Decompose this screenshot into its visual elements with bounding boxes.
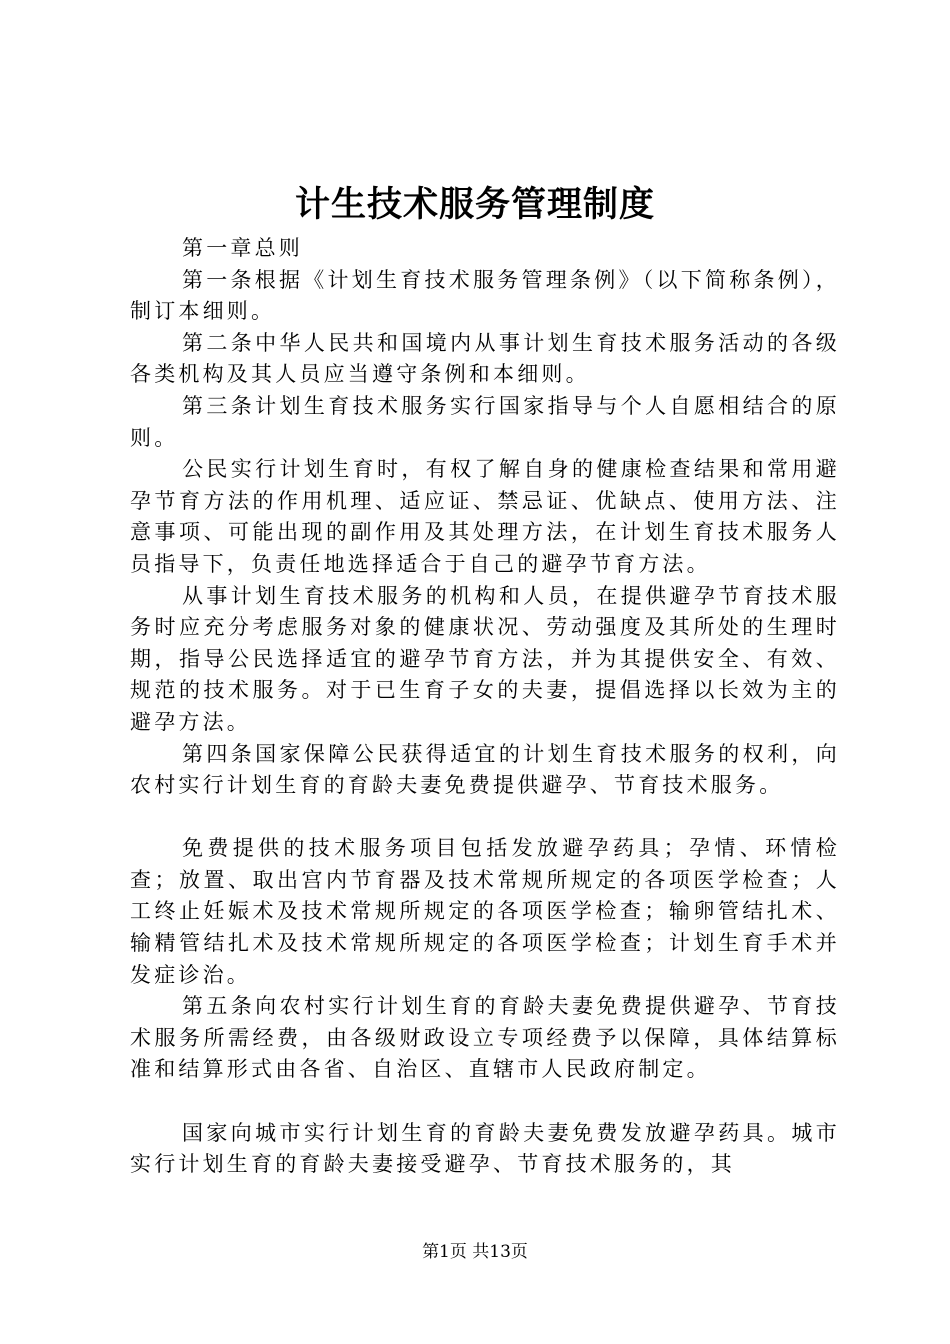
paragraph-article-3-rights: 公民实行计划生育时，有权了解自身的健康检查结果和常用避孕节育方法的作用机理、适应证、禁忌证、优缺点、使用方法、注意事项、可能出现的副作用及其处理方法，在计划生育技术服务人员指导下，负责任地选择适合于自己的避孕节育方法。 [130,457,840,576]
document-body [130,233,840,1181]
document-title: 计生技术服务管理制度 [294,185,655,225]
paragraph-article-2: 第二条中华人民共和国境内从事计划生育技术服务活动的各级各类机构及其人员应当遵守条例和本细则。 [130,330,840,387]
paragraph-chapter-heading: 第一章总则 [182,236,303,260]
page-number-footer: 第1页 共13页 [422,1242,528,1262]
paragraph-gap [130,802,840,834]
paragraph-article-1: 第一条根据《计划生育技术服务管理条例》（以下简称条例），制订本细则。 [130,267,840,324]
paragraph-article-4: 第四条国家保障公民获得适宜的计划生育技术服务的权利，向农村实行计划生育的育龄夫妻免费提供避孕、节育技术服务。 [130,741,840,798]
paragraph-gap [130,1086,840,1118]
paragraph-article-4-free-services: 免费提供的技术服务项目包括发放避孕药具；孕情、环情检查；放置、取出宫内节育器及技术常规所规定的各项医学检查；人工终止妊娠术及技术常规所规定的各项医学检查；输卵管结扎术、输精管结扎术及技术常规所规定的各项医学检查；计划生育手术并发症诊治。 [130,836,840,987]
paragraph-article-3-providers: 从事计划生育技术服务的机构和人员，在提供避孕节育技术服务时应充分考虑服务对象的健康状况、劳动强度及其所处的生理时期，指导公民选择适宜的避孕节育方法，并为其提供安全、有效、规范的技术服务。对于已生育子女的夫妻，提倡选择以长效为主的避孕方法。 [130,583,840,734]
paragraph-article-5-city: 国家向城市实行计划生育的育龄夫妻免费发放避孕药具。城市实行计划生育的育龄夫妻接受避孕、节育技术服务的，其 [130,1120,840,1177]
paragraph-article-5: 第五条向农村实行计划生育的育龄夫妻免费提供避孕、节育技术服务所需经费，由各级财政设立专项经费予以保障，具体结算标准和结算形式由各省、自治区、直辖市人民政府制定。 [130,994,840,1082]
paragraph-article-3: 第三条计划生育技术服务实行国家指导与个人自愿相结合的原则。 [130,393,840,450]
